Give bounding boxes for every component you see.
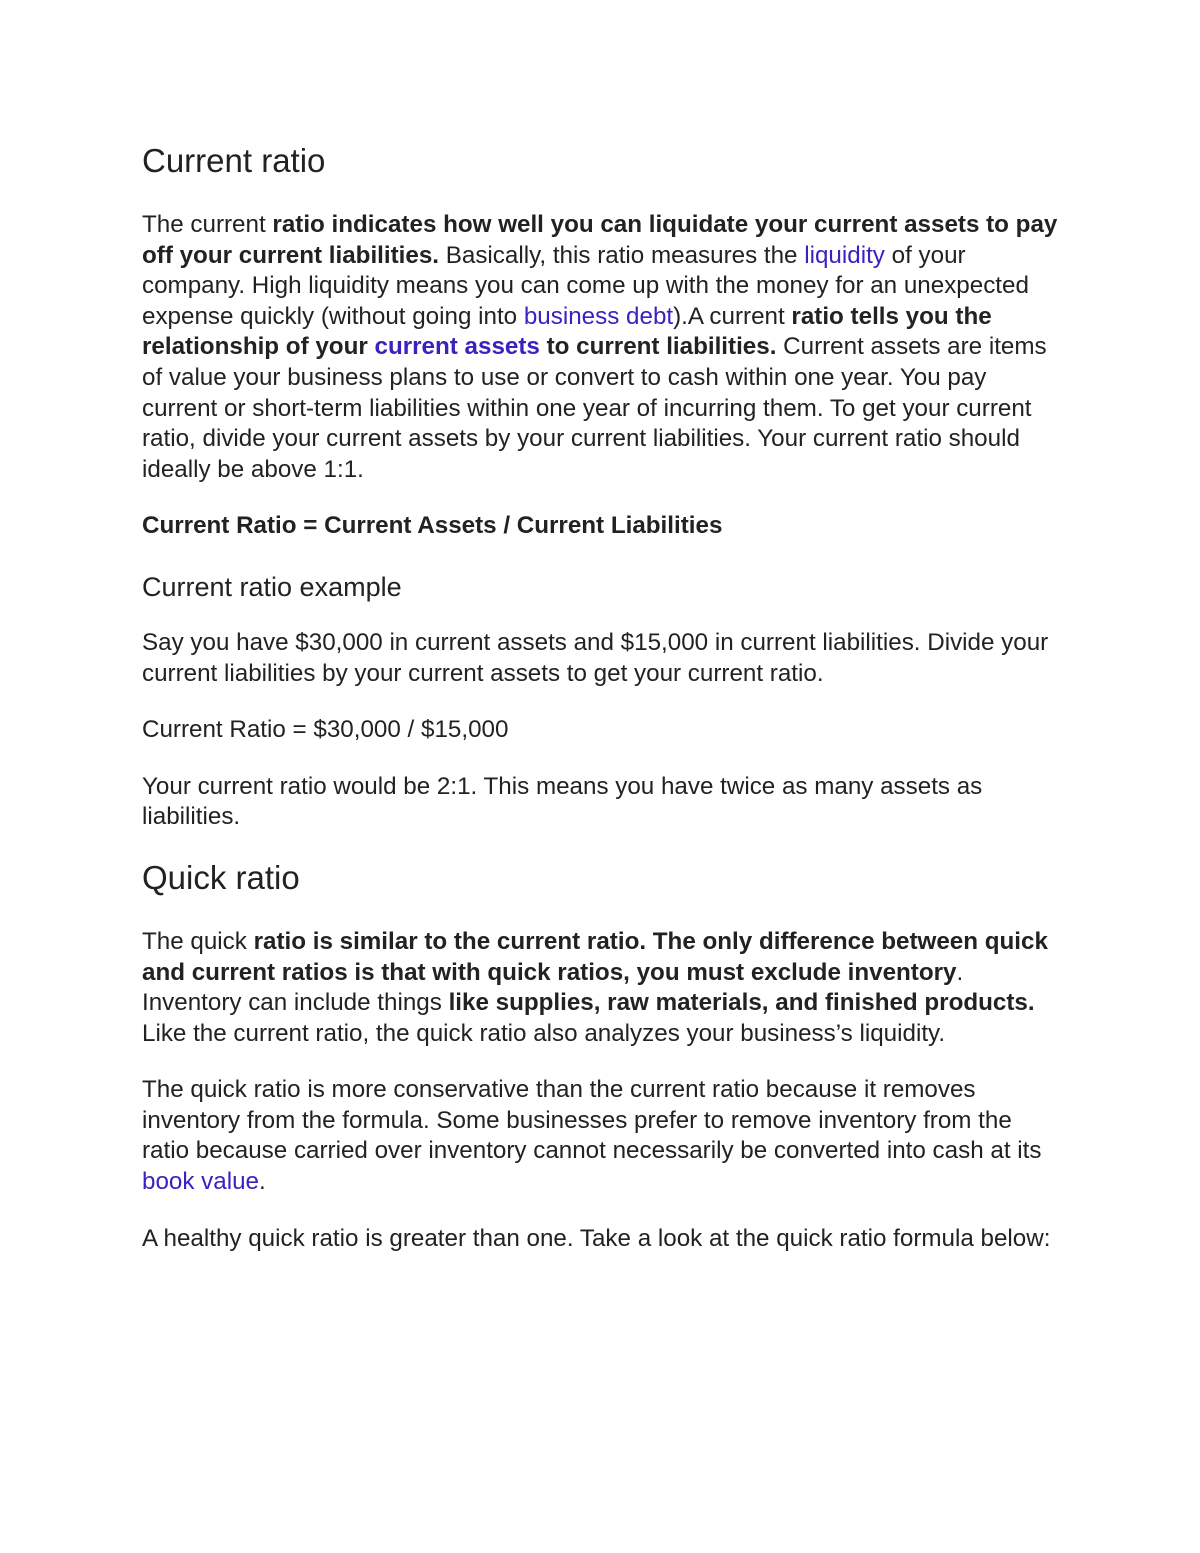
formula-text: Current Ratio = Current Assets / Current Liabilities <box>142 512 723 540</box>
current-ratio-formula <box>142 511 1062 542</box>
link-business-debt[interactable]: business debt <box>523 302 674 330</box>
link-current-assets[interactable]: current assets <box>374 333 540 361</box>
text: of your company. High liquidity means you can come up with the money for an unexpected expense quickly (without going into <box>142 241 1029 330</box>
bold-text: like supplies, raw materials, and finished products. <box>448 989 1035 1017</box>
text: The quick ratio is more conservative than the current ratio because it removes inventory from the formula. Some businesses prefer to remove inventory from the ratio because carried over inventory cannot necessarily be converted into cash at its <box>142 1076 1042 1165</box>
heading-quick-ratio: Quick ratio <box>142 858 300 896</box>
text: Basically, this ratio measures the <box>439 241 805 269</box>
text: . Inventory can include things <box>142 958 964 1017</box>
quick-ratio-paragraph-2 <box>142 1075 1062 1197</box>
link-liquidity[interactable]: liquidity <box>804 241 885 269</box>
text: The quick <box>142 927 254 955</box>
bold-text: ratio indicates how well you can liquidate your current assets to pay off your current liabilities. <box>142 211 1058 269</box>
text: Like the current ratio, the quick ratio also analyzes your business’s liquidity. <box>142 1019 946 1047</box>
document-content <box>142 140 1062 1254</box>
example-paragraph-1: Say you have $30,000 in current assets and $15,000 in current liabilities. Divide your current liabilities by your current assets to get your current ratio. <box>142 628 1049 687</box>
text: The current <box>142 211 273 238</box>
heading-current-ratio-example: Current ratio example <box>142 571 402 602</box>
bold-text: to current liabilities. <box>539 333 777 361</box>
bold-text: ratio tells you the relationship of your <box>142 302 992 361</box>
quick-ratio-paragraph-1 <box>142 927 1062 1049</box>
text: ).A current <box>673 302 792 330</box>
bold-text: ratio is similar to the current ratio. The only difference between quick and current ratios is that with quick ratios, you must exclude inventory <box>142 927 1048 986</box>
text: Current assets are items of value your business plans to use or convert to cash within one year. You pay current or short-term liabilities within one year of incurring them. To get your current ratio, divide your current assets by your current liabilities. Your current ratio should ideally be above 1:1. <box>142 333 1047 483</box>
text: . <box>259 1168 266 1196</box>
example-formula: Current Ratio = $30,000 / $15,000 <box>142 716 509 744</box>
heading-current-ratio: Current ratio <box>142 142 326 179</box>
example-result: Your current ratio would be 2:1. This means you have twice as many assets as liabilities. <box>142 772 983 831</box>
link-book-value[interactable]: book value <box>142 1168 259 1196</box>
quick-ratio-paragraph-3: A healthy quick ratio is greater than one. Take a look at the quick ratio formula below: <box>142 1224 1051 1252</box>
current-ratio-paragraph <box>142 210 1062 485</box>
